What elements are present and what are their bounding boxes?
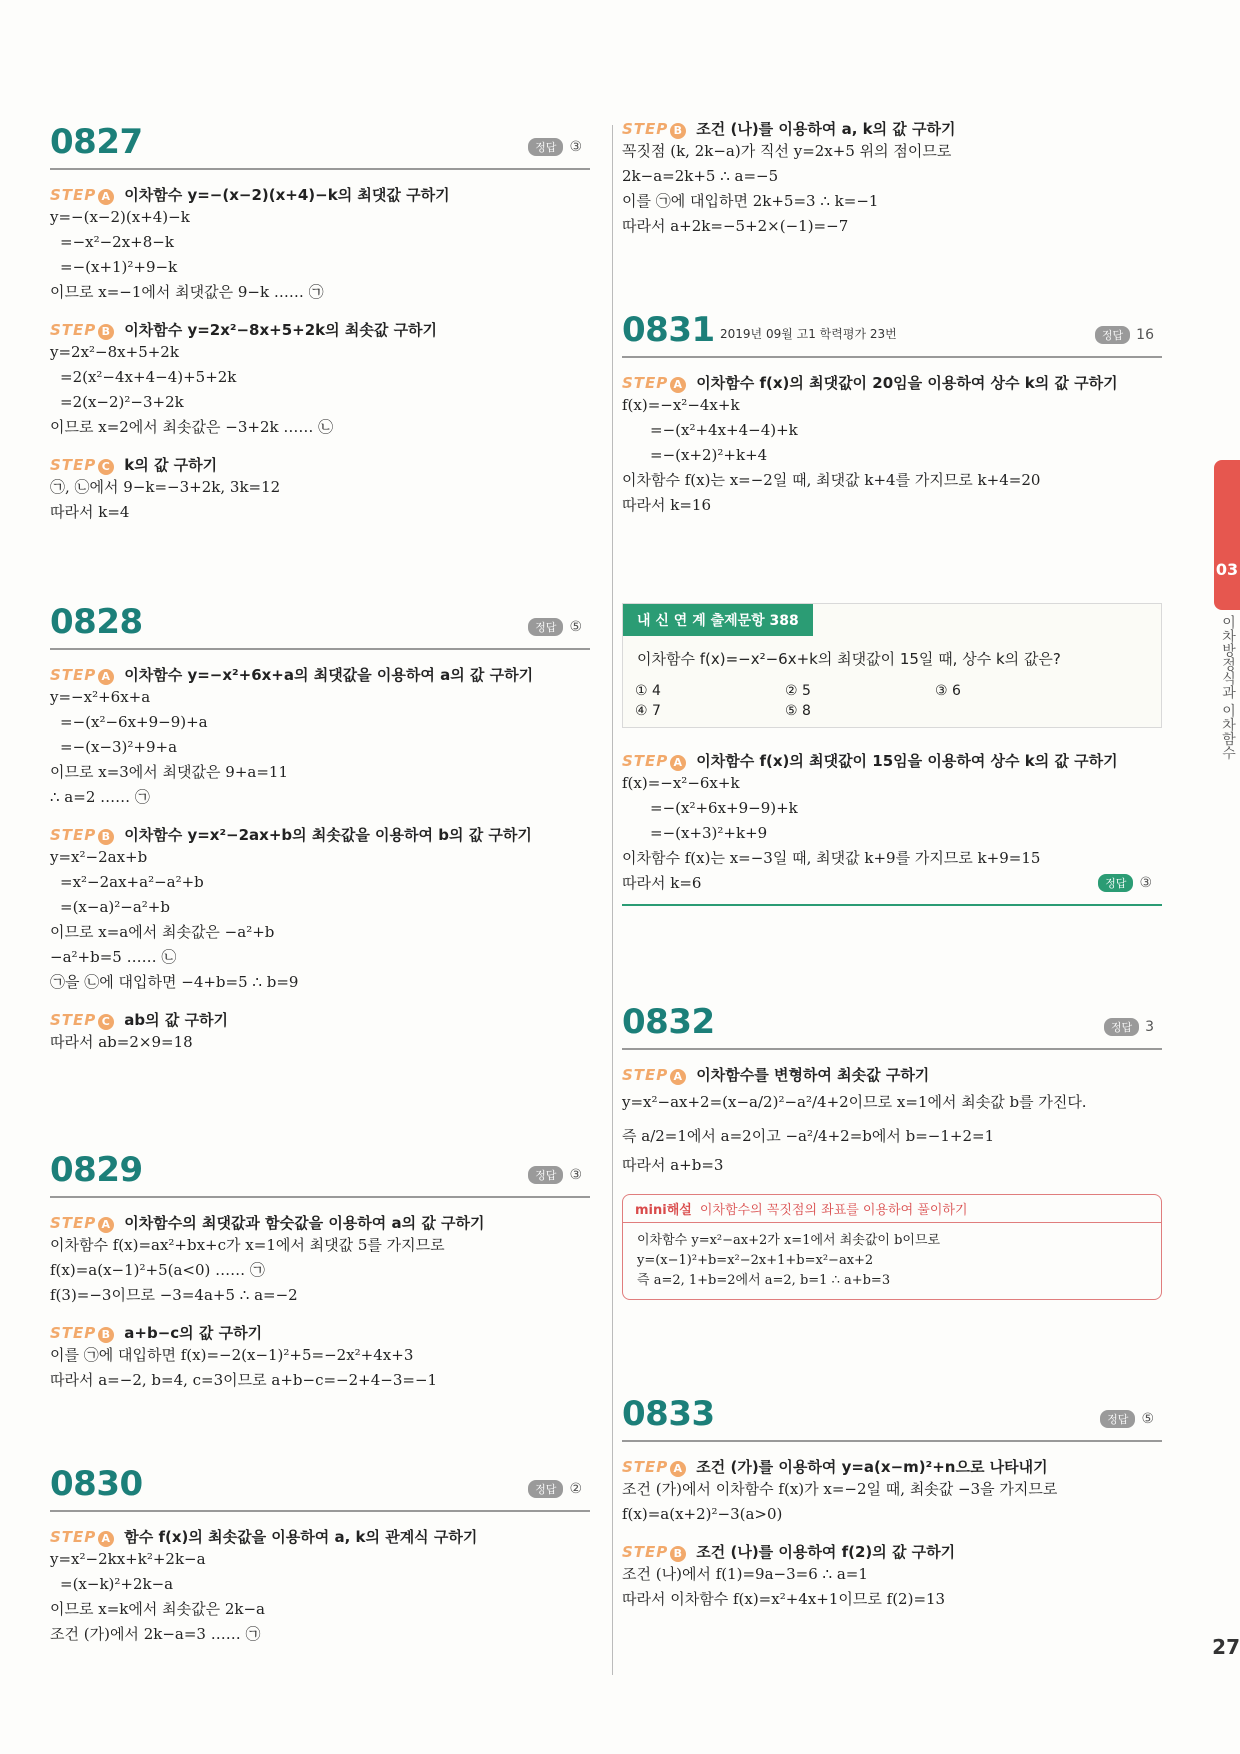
choice: ⑤ 8 xyxy=(785,703,811,719)
step-label: STEP A xyxy=(50,1214,114,1232)
problem-0832 xyxy=(622,1000,1162,1300)
solution-line: 이를 ㉠에 대입하면 f(x)=−2(x−1)²+5=−2x²+4x+3 xyxy=(50,1346,414,1364)
solution-line: f(x)=−x²−4x+k xyxy=(622,396,740,414)
solution-line: f(x)=a(x+2)²−3(a>0) xyxy=(622,1505,783,1523)
step-label: STEP A xyxy=(50,186,114,204)
answer-tag: 정답 xyxy=(1104,1018,1139,1036)
step-c-heading: STEP C ab의 값 구하기 xyxy=(50,1011,229,1029)
answer-tag: 정답 xyxy=(1100,1410,1135,1428)
answer xyxy=(1104,1018,1154,1036)
solution-line: 이차함수 f(x)는 x=−2일 때, 최댓값 k+4를 가지므로 k+4=20 xyxy=(622,471,1041,489)
page-number: 27 xyxy=(1212,1635,1240,1659)
solution-line: f(3)=−3이므로 −3=4a+5 ∴ a=−2 xyxy=(50,1286,298,1304)
solution-line: y=x²−2kx+k²+2k−a xyxy=(50,1550,206,1568)
solution-line: y=x²−2ax+b xyxy=(50,848,148,866)
problem-header xyxy=(622,308,1162,358)
step-label: STEP A xyxy=(50,666,114,684)
choice-list xyxy=(635,683,1161,719)
linked-question xyxy=(622,585,1162,906)
solution-line: =x²−2ax+a²−a²+b xyxy=(60,873,204,891)
solution-line: y=−(x−2)(x+4)−k xyxy=(50,208,190,226)
solution-line: 조건 (나)에서 f(1)=9a−3=6 ∴ a=1 xyxy=(622,1565,868,1583)
solution-line: y=−x²+6x+a xyxy=(50,688,151,706)
solution-line: ∴ a=2 …… ㉠ xyxy=(50,788,150,806)
mini-solution-tag: mini해설 xyxy=(635,1203,692,1218)
problem-number: 0830 xyxy=(50,1464,143,1504)
answer xyxy=(528,1166,582,1184)
solution-line: 이므로 x=a에서 최솟값은 −a²+b xyxy=(50,923,275,941)
step-label: STEP C xyxy=(50,456,114,474)
answer xyxy=(528,1480,582,1498)
solution-line: =−x²−2x+8−k xyxy=(60,233,174,251)
problem-header xyxy=(622,1000,1162,1050)
step-a-heading: STEP A 이차함수 y=−x²+6x+a의 최댓값을 이용하여 a의 값 구하기 xyxy=(50,666,534,684)
linked-question-text: 이차함수 f(x)=−x²−6x+k의 최댓값이 15일 때, 상수 k의 값은? xyxy=(637,650,1061,668)
solution-line: 이를 ㉠에 대입하면 2k+5=3 ∴ k=−1 xyxy=(622,192,879,210)
answer-tag: 정답 xyxy=(528,1480,563,1498)
step-label: STEP A xyxy=(622,1066,686,1084)
solution-line: 따라서 ab=2×9=18 xyxy=(50,1033,193,1051)
choice: ④ 7 xyxy=(635,703,661,719)
choice: ③ 6 xyxy=(935,683,961,699)
problem-header xyxy=(50,600,590,650)
solution-line: =−(x²+4x+4−4)+k xyxy=(650,421,798,439)
step-b-heading: STEP B 이차함수 y=x²−2ax+b의 최솟값을 이용하여 b의 값 구하기 xyxy=(50,826,532,844)
linked-question-tag: 내 신 연 계 출제문항 388 xyxy=(623,604,813,636)
step-label: STEP A xyxy=(622,1458,686,1476)
problem-header xyxy=(622,1392,1162,1442)
solution-line: =−(x−3)²+9+a xyxy=(60,738,178,756)
mini-solution-body xyxy=(623,1223,1161,1299)
problem-number: 0829 xyxy=(50,1150,143,1190)
problem-0833 xyxy=(622,1392,1162,1612)
choice: ① 4 xyxy=(635,683,661,699)
answer-tag: 정답 xyxy=(528,618,563,636)
problem-source: 2019년 09월 고1 학력평가 23번 xyxy=(720,327,897,341)
solution-line: 즉 a/2=1에서 a=2이고 −a²/4+2=b에서 b=−1+2=1 xyxy=(622,1127,995,1145)
solution-line: =−(x²+6x+9−9)+k xyxy=(650,799,798,817)
step-b-heading: STEP B 조건 (나)를 이용하여 a, k의 값 구하기 xyxy=(622,120,956,138)
solution-line: 따라서 k=16 xyxy=(622,496,711,514)
answer-tag: 정답 xyxy=(1098,874,1133,892)
step-b-heading: STEP B a+b−c의 값 구하기 xyxy=(50,1324,263,1342)
solution-line: =−(x+2)²+k+4 xyxy=(650,446,768,464)
solution-line: f(x)=a(x−1)²+5(a<0) …… ㉠ xyxy=(50,1261,265,1279)
solution-line: 조건 (가)에서 이차함수 f(x)가 x=−2일 때, 최솟값 −3을 가지므로 xyxy=(622,1480,1058,1498)
mini-solution-title: 이차함수의 꼭짓점의 좌표를 이용하여 풀이하기 xyxy=(699,1203,968,1218)
problem-header xyxy=(50,120,590,170)
solution-line: 따라서 k=6 xyxy=(622,874,702,892)
step-b-heading: STEP B 이차함수 y=2x²−8x+5+2k의 최솟값 구하기 xyxy=(50,321,438,339)
problem-number: 0828 xyxy=(50,602,143,642)
solution-line: =(x−a)²−a²+b xyxy=(60,898,170,916)
answer-value: ⑤ xyxy=(1141,1411,1154,1427)
problem-number: 0831 xyxy=(622,310,715,350)
step-a-heading: STEP A 이차함수 f(x)의 최댓값이 15임을 이용하여 상수 k의 값 구하기 xyxy=(622,752,1118,770)
solution-line: 따라서 a=−2, b=4, c=3이므로 a+b−c=−2+4−3=−1 xyxy=(50,1371,438,1389)
answer xyxy=(1098,874,1152,892)
answer-value: 16 xyxy=(1136,327,1154,343)
step-label: STEP B xyxy=(622,120,686,138)
solution-line: 꼭짓점 (k, 2k−a)가 직선 y=2x+5 위의 점이므로 xyxy=(622,142,952,160)
solution-line: =2(x−2)²−3+2k xyxy=(60,393,184,411)
problem-0828 xyxy=(50,600,590,1055)
answer xyxy=(528,618,582,636)
answer-value: ③ xyxy=(1139,875,1152,891)
answer-tag: 정답 xyxy=(528,1166,563,1184)
solution-line: 이차함수 y=x²−ax+2가 x=1에서 최솟값이 b이므로 xyxy=(637,1233,941,1248)
answer-value: ② xyxy=(569,1481,582,1497)
answer-value: ③ xyxy=(569,139,582,155)
step-c-heading: STEP C k의 값 구하기 xyxy=(50,456,218,474)
solution-line: 이므로 x=k에서 최솟값은 2k−a xyxy=(50,1600,265,1618)
answer-value: ③ xyxy=(569,1167,582,1183)
chapter-tab-title: 이차방정식과 이차함수 xyxy=(1220,615,1236,760)
problem-0830-continued xyxy=(622,118,1162,239)
problem-0830 xyxy=(50,1462,590,1647)
step-a-heading: STEP A 이차함수를 변형하여 최솟값 구하기 xyxy=(622,1066,930,1084)
solution-line: f(x)=−x²−6x+k xyxy=(622,774,740,792)
step-label: STEP A xyxy=(622,374,686,392)
step-label: STEP B xyxy=(50,826,114,844)
solution-line: −a²+b=5 …… ㉡ xyxy=(50,948,177,966)
solution-line: 이므로 x=−1에서 최댓값은 9−k …… ㉠ xyxy=(50,283,324,301)
answer xyxy=(528,138,582,156)
mini-solution-header xyxy=(623,1195,1161,1223)
solution-line: 이므로 x=2에서 최솟값은 −3+2k …… ㉡ xyxy=(50,418,334,436)
problem-0829 xyxy=(50,1148,590,1393)
problem-number: 0833 xyxy=(622,1394,715,1434)
problem-number: 0827 xyxy=(50,122,143,162)
linked-question-box xyxy=(622,603,1162,728)
solution-line: 즉 a=2, 1+b=2에서 a=2, b=1 ∴ a+b=3 xyxy=(637,1273,891,1288)
solution-line: y=x²−ax+2=(x−a/2)²−a²/4+2이므로 x=1에서 최솟값 b를 가진다. xyxy=(622,1093,1087,1111)
answer-value: ⑤ xyxy=(569,619,582,635)
step-a-heading: STEP A 이차함수 y=−(x−2)(x+4)−k의 최댓값 구하기 xyxy=(50,186,450,204)
solution-line: 이차함수 f(x)는 x=−3일 때, 최댓값 k+9를 가지므로 k+9=15 xyxy=(622,849,1041,867)
chapter-tab xyxy=(1214,460,1240,610)
answer xyxy=(1095,326,1154,344)
solution-line: =−(x+3)²+k+9 xyxy=(650,824,768,842)
step-a-heading: STEP A 함수 f(x)의 최솟값을 이용하여 a, k의 관계식 구하기 xyxy=(50,1528,478,1546)
problem-0827 xyxy=(50,120,590,525)
step-a-heading: STEP A 이차함수 f(x)의 최댓값이 20임을 이용하여 상수 k의 값 구하기 xyxy=(622,374,1118,392)
step-label: STEP B xyxy=(622,1543,686,1561)
solution-line: 따라서 a+2k=−5+2×(−1)=−7 xyxy=(622,217,849,235)
problem-header xyxy=(50,1462,590,1512)
step-label: STEP A xyxy=(50,1528,114,1546)
step-a-heading: STEP A 조건 (가)를 이용하여 y=a(x−m)²+n으로 나타내기 xyxy=(622,1458,1048,1476)
step-label: STEP B xyxy=(50,1324,114,1342)
solution-line: 이차함수 f(x)=ax²+bx+c가 x=1에서 최댓값 5를 가지므로 xyxy=(50,1236,445,1254)
answer-tag: 정답 xyxy=(1095,326,1130,344)
solution-line: =−(x+1)²+9−k xyxy=(60,258,178,276)
solution-line: 이므로 x=3에서 최댓값은 9+a=11 xyxy=(50,763,288,781)
answer xyxy=(1100,1410,1154,1428)
solution-line: =(x−k)²+2k−a xyxy=(60,1575,174,1593)
answer-tag: 정답 xyxy=(528,138,563,156)
solution-line: y=2x²−8x+5+2k xyxy=(50,343,179,361)
mini-solution-box xyxy=(622,1194,1162,1300)
solution-line: 따라서 이차함수 f(x)=x²+4x+1이므로 f(2)=13 xyxy=(622,1590,946,1608)
step-label: STEP C xyxy=(50,1011,114,1029)
step-b-heading: STEP B 조건 (나)를 이용하여 f(2)의 값 구하기 xyxy=(622,1543,956,1561)
step-label: STEP A xyxy=(622,752,686,770)
solution-line: 2k−a=2k+5 ∴ a=−5 xyxy=(622,167,779,185)
step-a-heading: STEP A 이차함수의 최댓값과 함숫값을 이용하여 a의 값 구하기 xyxy=(50,1214,485,1232)
step-label: STEP B xyxy=(50,321,114,339)
problem-header xyxy=(50,1148,590,1198)
problem-0831 xyxy=(622,308,1162,518)
solution-line: =−(x²−6x+9−9)+a xyxy=(60,713,208,731)
solution-line: y=(x−1)²+b=x²−2x+1+b=x²−ax+2 xyxy=(637,1253,874,1268)
column-divider xyxy=(612,125,613,1675)
choice: ② 5 xyxy=(785,683,811,699)
solution-line: 따라서 k=4 xyxy=(50,503,130,521)
answer-value: 3 xyxy=(1145,1019,1154,1035)
solution-line: 조건 (가)에서 2k−a=3 …… ㉠ xyxy=(50,1625,261,1643)
solution-line: ㉠을 ㉡에 대입하면 −4+b=5 ∴ b=9 xyxy=(50,973,299,991)
solution-line: 따라서 a+b=3 xyxy=(622,1156,724,1174)
solution-line: ㉠, ㉡에서 9−k=−3+2k, 3k=12 xyxy=(50,478,281,496)
solution-line: =2(x²−4x+4−4)+5+2k xyxy=(60,368,237,386)
problem-number: 0832 xyxy=(622,1002,715,1042)
chapter-tab-number: 03 xyxy=(1215,560,1239,579)
